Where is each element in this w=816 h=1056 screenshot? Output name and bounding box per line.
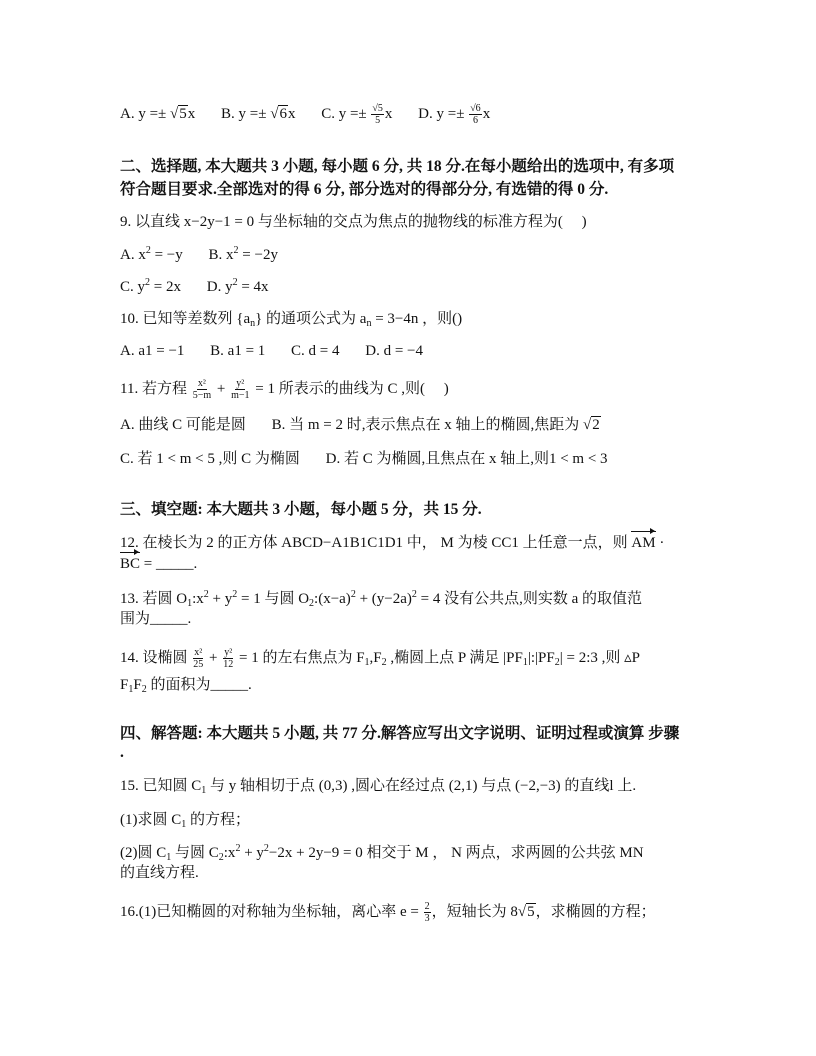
q9-option-b[interactable]: B. $x^2 = -2y$ xyxy=(208,245,278,263)
q11-option-d[interactable]: D. 若 C 为椭圆,且焦点在 x 轴上,则1 < m < 3 xyxy=(325,451,608,467)
q12-line2: BC = _____. xyxy=(120,556,198,572)
section2-heading-line1: 二、选择题, 本大题共 3 小题, 每小题 6 分, 共 18 分.在每小题给出的选项中, 有多项 xyxy=(120,158,675,175)
q11-option-b[interactable]: B. 当 m = 2 时,表示焦点在 x 轴上的椭圆,焦距为 √2 xyxy=(271,417,600,433)
section2-heading-line2: 符合题目要求.全部选对的得 6 分, 部分选对的得部分分, 有选错的得 0 分. xyxy=(120,181,609,198)
q11-options-row2 xyxy=(120,449,608,469)
q13-line1: 13. 若圆 $O_1:x^2 + y^2 = 1$ 与圆 $O_2:(x-a)^2 + (y-2a)^2 = 4$ 没有公共点,则实数 a 的取值范 xyxy=(120,589,643,609)
vector-bc: BC xyxy=(120,556,141,572)
q9-option-d[interactable]: D. $y^2 = 4x$ xyxy=(206,277,269,295)
q8-option-a[interactable]: A. y =± √5x xyxy=(120,105,196,122)
q15-part2-line2: 的直线方程. xyxy=(120,865,199,881)
q12-line1: 12. 在棱长为 2 的正方体 ABCD−A1B1C1D1 中， M 为棱 CC1 上任意一点，则 AM · xyxy=(120,535,665,551)
q9-options-row2 xyxy=(120,277,269,297)
q15-stem: 15. 已知圆 $C_1$ 与 y 轴相切于点 (0,3) ,圆心在经过点 (2,1) 与点 (−2,−3) 的直线l 上. xyxy=(120,778,637,796)
q10-options xyxy=(120,341,423,361)
q9-stem: 9. 以直线 x−2y−1 = 0 与坐标轴的交点为焦点的抛物线的标准方程为( ) xyxy=(120,214,587,230)
q16-eccentricity-fraction: $\frac{2}{3}$ xyxy=(424,901,430,924)
q15-part1: (1)求圆 $C_1$ 的方程； xyxy=(120,812,251,830)
q10-option-d[interactable]: D. d = −4 xyxy=(365,343,424,359)
q15-part2-line1: (2)圆 $C_1$ 与圆 $C_2:x^2 + y^2-2x + 2y-9 = 0$ 相交于 M ， N 两点，求两圆的公共弦 MN xyxy=(120,843,644,863)
q11-stem: 11. 若方程 $\frac{\text{x²}}{5-m}$ + $\frac{\text{y²}}{m-1}$ = 1 所表示的曲线为 C ,则( ) xyxy=(120,378,449,401)
q11-fraction-x: $\frac{\text{x²}}{5-m}$ xyxy=(192,378,212,401)
q14-fraction-x: $\frac{\text{x²}}{25}$ xyxy=(193,647,204,670)
q11-options-row1 xyxy=(120,415,601,435)
q12-answer-blank[interactable]: _____. xyxy=(155,556,198,572)
q8-option-c[interactable]: C. y =± $\frac{√5}{5}$ x xyxy=(321,103,393,126)
q10-option-c[interactable]: C. d = 4 xyxy=(291,343,340,359)
q8-option-b[interactable]: B. y =± √6x xyxy=(221,105,296,122)
q11-option-a[interactable]: A. 曲线 C 可能是圆 xyxy=(120,417,246,433)
q14-fraction-y: $\frac{\text{y²}}{12}$ xyxy=(223,647,234,670)
q9-option-c[interactable]: C. $y^2 = 2x$ xyxy=(120,277,181,295)
q13-line2: 围为_____. xyxy=(120,611,192,627)
section4-heading-dot: . xyxy=(120,744,124,761)
q11-option-c[interactable]: C. 若 1 < m < 5 ,则 C 为椭圆 xyxy=(120,451,300,467)
q16-part1: 16.(1)已知椭圆的对称轴为坐标轴，离心率 e = $\frac{2}{3}$ ，短轴长为 8√5，求椭圆的方程； xyxy=(120,901,656,924)
q9-options-row1 xyxy=(120,245,278,265)
q8-options xyxy=(120,103,490,126)
section3-heading: 三、填空题: 本大题共 3 小题，每小题 5 分，共 15 分. xyxy=(120,501,482,518)
q10-option-b[interactable]: B. a1 = 1 xyxy=(210,343,266,359)
q10-option-a[interactable]: A. a1 = −1 xyxy=(120,343,185,359)
q10-stem: 10. 已知等差数列 $\{a_n\}$ 的通项公式为 $a_n = 3-4n$ ，则() xyxy=(120,311,463,329)
q8-option-d[interactable]: D. y =± $\frac{√6}{6}$ x xyxy=(418,103,491,126)
q9-option-a[interactable]: A. $x^2 = -y$ xyxy=(120,245,183,263)
vector-am: AM xyxy=(631,535,656,551)
q14-line1: 14. 设椭圆 $\frac{\text{x²}}{25}$ + $\frac{\text{y²}}{12}$ = 1 的左右焦点为 $F_1,F_2$ ,椭圆上点 P 满足 $|PF_1|:|PF_2|$ = 2:3 ,则 ▵P xyxy=(120,647,640,670)
q14-line2: $F_1F_2$ 的面积为_____. xyxy=(120,677,252,695)
q11-fraction-y: $\frac{\text{y²}}{m-1}$ xyxy=(231,378,250,401)
section4-heading: 四、解答题: 本大题共 5 小题, 共 77 分.解答应写出文字说明、证明过程或演算 步骤 xyxy=(120,725,680,742)
